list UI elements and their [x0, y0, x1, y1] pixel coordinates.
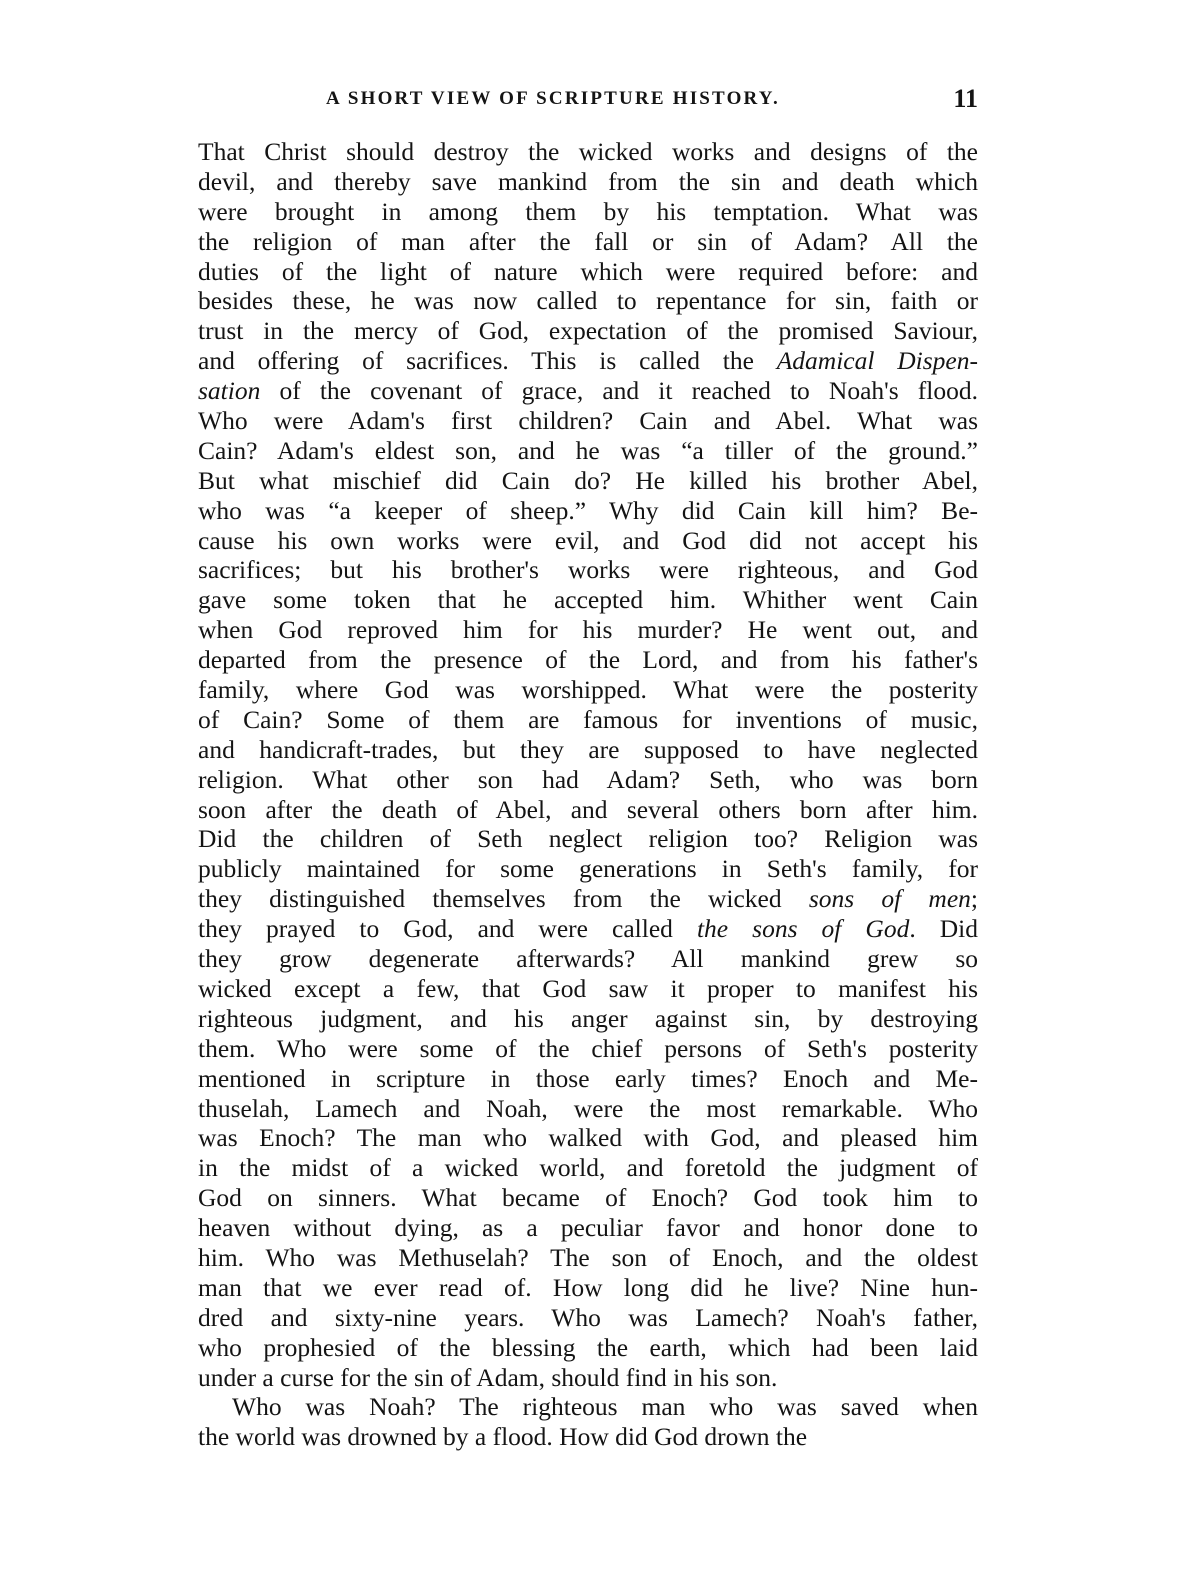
italic-phrase: Adamical Dispen-: [776, 346, 978, 376]
text-run: in the midst of a wicked world, and foretold the judgment of: [198, 1153, 978, 1183]
text-line: [198, 1183, 978, 1213]
text-line: [198, 645, 978, 675]
text-run: publicly maintained for some generations in Seth's family, for: [198, 854, 978, 884]
text-run: mentioned in scripture in those early times? Enoch and Me-: [198, 1063, 978, 1093]
page-number: 11: [953, 84, 978, 113]
text-line: [198, 974, 978, 1004]
text-run: when God reproved him for his murder? He went out, and: [198, 615, 978, 645]
text-run: sacrifices; but his brother's works were righteous, and God: [198, 555, 978, 585]
text-run: who was “a keeper of sheep.” Why did Cain kill him? Be-: [198, 495, 978, 525]
text-line: [198, 1153, 978, 1183]
text-run: man that we ever read of. How long did he live? Nine hun-: [198, 1272, 978, 1302]
text-run: . Did: [909, 914, 979, 944]
text-line: [198, 1392, 978, 1422]
text-line: [198, 167, 978, 197]
text-line: [198, 675, 978, 705]
text-line: [198, 197, 978, 227]
text-run: cause his own works were evil, and God did not accept his: [198, 525, 978, 555]
text-run: they distinguished themselves from the wicked: [198, 884, 809, 914]
text-line: [198, 1273, 978, 1303]
text-run: religion. What other son had Adam? Seth, who was born: [198, 764, 978, 794]
text-line: [198, 1213, 978, 1243]
text-line: [198, 555, 978, 585]
text-line: [198, 466, 978, 496]
text-run: heaven without dying, as a peculiar favor and honor done to: [198, 1213, 978, 1243]
text-run: they grow degenerate afterwards? All mankind grew so: [198, 944, 978, 974]
text-line: [198, 1034, 978, 1064]
text-run: the religion of man after the fall or sin of Adam? All the: [198, 226, 978, 256]
text-line: [198, 316, 978, 346]
text-line: [198, 824, 978, 854]
text-run: duties of the light of nature which were required before: and: [198, 256, 978, 286]
text-run: were brought in among them by his temptation. What was: [198, 196, 978, 226]
text-run: him. Who was Methuselah? The son of Enoch, and the oldest: [198, 1242, 978, 1272]
text-run: and offering of sacrifices. This is called the: [198, 346, 777, 376]
text-line: [198, 884, 978, 914]
text-line: [198, 1333, 978, 1363]
text-run: That Christ should destroy the wicked works and designs of the: [198, 137, 978, 166]
text-run: ;: [970, 884, 978, 914]
text-run: departed from the presence of the Lord, and from his father's: [198, 645, 978, 675]
text-line: [198, 376, 978, 406]
text-run: dred and sixty-nine years. Who was Lamech? Noah's father,: [198, 1302, 978, 1332]
text-line: [198, 944, 978, 974]
text-run: under a curse for the sin of Adam, should find in his son.: [198, 1362, 778, 1392]
text-line: [198, 1094, 978, 1124]
text-line: [198, 137, 978, 167]
text-run: of the covenant of grace, and it reached to Noah's flood.: [260, 376, 978, 406]
text-line: [198, 1064, 978, 1094]
text-run: Who were Adam's first children? Cain and Abel. What was: [198, 406, 978, 436]
text-line: [198, 765, 978, 795]
text-run: and handicraft-trades, but they are supposed to have neglected: [198, 734, 978, 764]
text-line: [198, 436, 978, 466]
text-run: righteous judgment, and his anger against sin, by destroying: [198, 1003, 978, 1033]
italic-phrase: sation: [198, 376, 261, 406]
text-run: But what mischief did Cain do? He killed his brother Abel,: [198, 465, 978, 495]
text-run: was Enoch? The man who walked with God, and pleased him: [198, 1123, 978, 1153]
text-line: [198, 705, 978, 735]
text-run: devil, and thereby save mankind from the sin and death which: [198, 166, 978, 196]
text-run: besides these, he was now called to repentance for sin, faith or: [198, 286, 978, 316]
text-line: [198, 1422, 978, 1452]
text-run: the world was drowned by a flood. How did God drown the: [198, 1422, 808, 1452]
italic-phrase: the sons of God: [696, 914, 910, 944]
text-run: Cain? Adam's eldest son, and he was “a tiller of the ground.”: [198, 435, 978, 465]
text-line: [198, 227, 978, 257]
italic-phrase: sons of men: [808, 884, 971, 914]
text-run: God on sinners. What became of Enoch? God took him to: [198, 1183, 978, 1213]
text-line: [198, 854, 978, 884]
text-line: [198, 346, 978, 376]
text-line: [198, 496, 978, 526]
text-line: [198, 795, 978, 825]
text-line: [198, 1004, 978, 1034]
text-line: [198, 914, 978, 944]
text-run: trust in the mercy of God, expectation of the promised Saviour,: [198, 316, 978, 346]
text-line: [198, 1363, 978, 1393]
text-line: [198, 735, 978, 765]
running-title: A SHORT VIEW OF SCRIPTURE HISTORY.: [326, 88, 780, 109]
body-text: [198, 137, 978, 1452]
text-line: [198, 1123, 978, 1153]
text-run: soon after the death of Abel, and several others born after him.: [198, 794, 978, 824]
text-line: [198, 406, 978, 436]
text-run: Did the children of Seth neglect religion too? Religion was: [198, 824, 978, 854]
text-line: [198, 1303, 978, 1333]
text-run: family, where God was worshipped. What were the posterity: [198, 675, 978, 705]
text-run: gave some token that he accepted him. Whither went Cain: [198, 585, 978, 615]
text-run: thuselah, Lamech and Noah, were the most remarkable. Who: [198, 1093, 978, 1123]
text-run: they prayed to God, and were called: [198, 914, 697, 944]
text-line: [198, 257, 978, 287]
text-line: [198, 1243, 978, 1273]
text-run: of Cain? Some of them are famous for inventions of music,: [198, 704, 978, 734]
text-run: who prophesied of the blessing the earth, which had been laid: [198, 1332, 978, 1362]
text-line: [198, 286, 978, 316]
text-line: [198, 526, 978, 556]
text-run: them. Who were some of the chief persons of Seth's posterity: [198, 1033, 978, 1063]
text-run: wicked except a few, that God saw it proper to manifest his: [198, 973, 978, 1003]
text-line: [198, 585, 978, 615]
text-run: Who was Noah? The righteous man who was saved when: [232, 1392, 978, 1422]
text-line: [198, 615, 978, 645]
page-header: [198, 84, 978, 118]
